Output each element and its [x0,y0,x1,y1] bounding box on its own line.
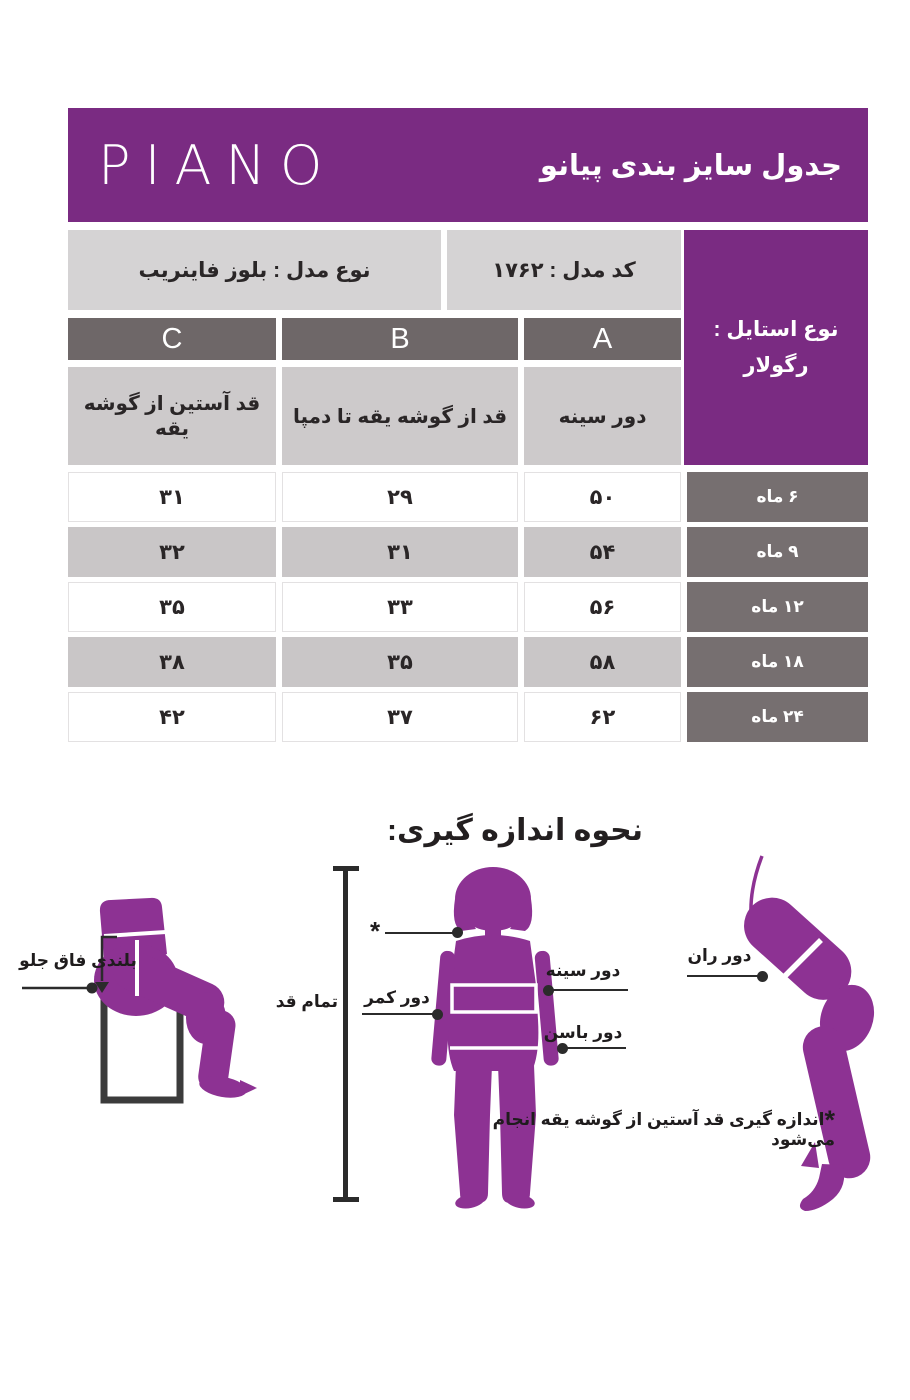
leg-silhouette [732,886,883,1211]
footnote [465,1105,835,1150]
height-line [343,868,348,1202]
table-cell-c: ۳۱ [68,472,276,522]
full-height-label: تمام قد [275,992,338,1011]
waist-pointer-line [362,1013,437,1015]
hip-label: دور باسن [543,1023,623,1042]
table-cell-a: ۵۰ [524,472,681,522]
desc-a: دور سینه [524,367,681,465]
table-cell-b: ۳۷ [282,692,518,742]
shoulder-star: * [370,916,381,946]
waist-dot [432,1009,443,1020]
brand-logo: PIANO [98,133,337,197]
table-cell-b: ۳۱ [282,527,518,577]
model-type-cell: نوع مدل : بلوز فاینریب [68,230,441,310]
model-code-cell: کد مدل : ۱۷۶۲ [447,230,681,310]
column-header-c: C [68,318,276,360]
waist-label: دور کمر [364,988,430,1007]
footnote-star: * [824,1105,835,1135]
footnote-text: اندازه گیری قد آستین از گوشه یقه انجام می‌شود [492,1110,835,1149]
leg-figure [715,850,895,1220]
table-cell-c: ۴۲ [68,692,276,742]
style-type-value: رگولار [743,353,809,377]
chest-pointer-line [548,989,628,991]
table-cell-a: ۵۴ [524,527,681,577]
table-cell-c: ۳۲ [68,527,276,577]
table-cell-a: ۵۶ [524,582,681,632]
front-rise-label: بلندی فاق جلو [19,951,137,970]
height-line-bottom-cap [333,1197,359,1202]
thigh-pointer-line [687,975,762,977]
page-title: جدول سایز بندی پیانو [539,149,842,182]
measure-section-heading: نحوه اندازه گیری: [386,814,644,847]
chest-dot [543,985,554,996]
age-row-header: ۱۸ ماه [687,637,868,687]
desc-c: قد آستین از گوشه یقه [68,367,276,465]
table-cell-a: ۵۸ [524,637,681,687]
desc-b: قد از گوشه یقه تا دمپا [282,367,518,465]
table-cell-c: ۳۸ [68,637,276,687]
age-row-header: ۱۲ ماه [687,582,868,632]
table-cell-c: ۳۵ [68,582,276,632]
table-cell-b: ۲۹ [282,472,518,522]
shoulder-pointer-line [385,932,457,934]
thigh-label: دور ران [687,946,752,965]
front-rise-dot [87,983,98,994]
style-type-cell [684,230,868,465]
table-cell-b: ۳۳ [282,582,518,632]
seated-child-figure [20,890,280,1120]
hip-pointer-line [562,1047,626,1049]
age-row-header: ۹ ماه [687,527,868,577]
style-type-label: نوع استایل : [713,317,839,341]
hip-dot [557,1043,568,1054]
table-cell-b: ۳۵ [282,637,518,687]
thigh-dot [757,971,768,982]
age-row-header: ۶ ماه [687,472,868,522]
shoulder-dot [452,927,463,938]
table-cell-a: ۶۲ [524,692,681,742]
column-header-a: A [524,318,681,360]
chest-label: دور سینه [545,961,621,980]
brand-header [68,108,868,222]
age-row-header: ۲۴ ماه [687,692,868,742]
column-header-b: B [282,318,518,360]
